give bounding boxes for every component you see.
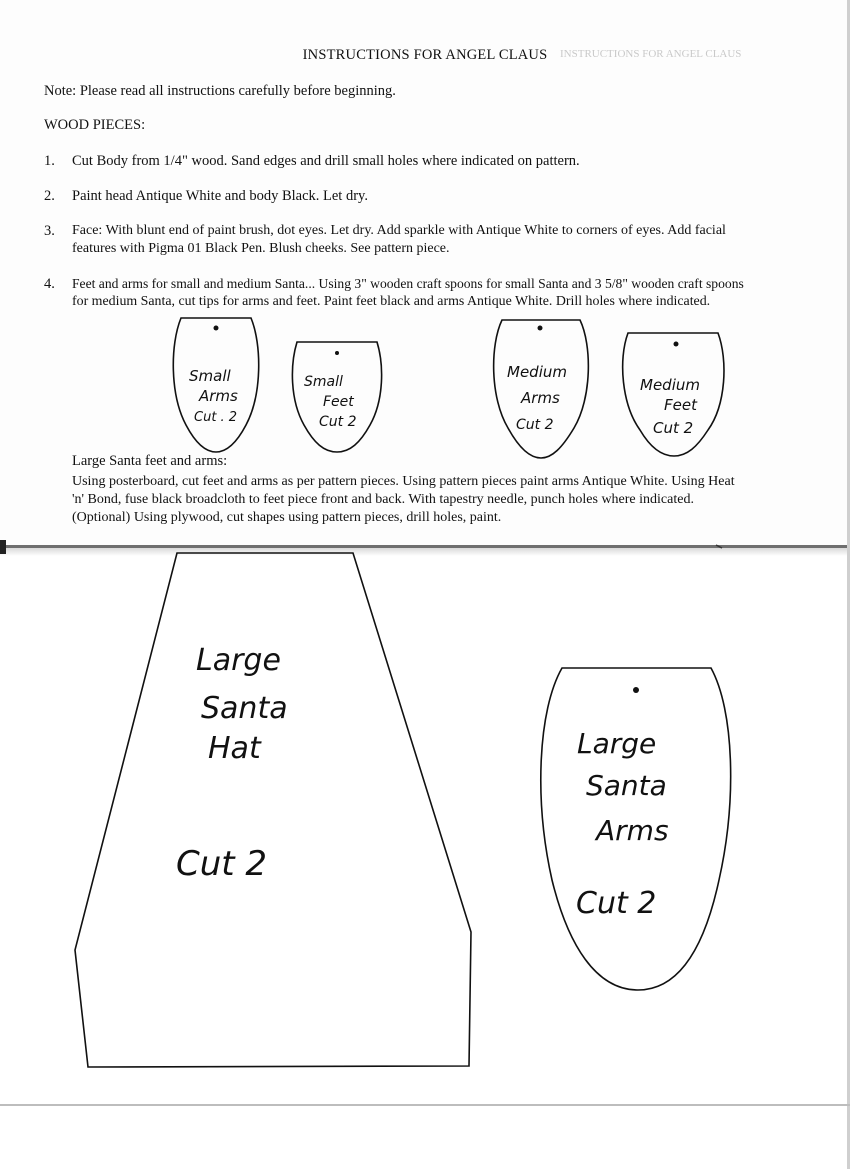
pencil-mark: [716, 545, 722, 548]
medium-arms-pattern: [494, 320, 589, 458]
pattern-label: Feet: [323, 394, 354, 410]
large-santa-arms-pattern: [541, 668, 731, 990]
pattern-label: Feet: [664, 396, 697, 414]
pattern-label: Santa: [586, 769, 667, 802]
pattern-cut-label: Cut 2: [176, 844, 268, 884]
large-santa-text: Using posterboard, cut feet and arms as per pattern pieces. Using pattern pieces paint arms Antique White. Using Heat: [72, 474, 735, 489]
step-text: Paint head Antique White and body Black. Let dry.: [72, 188, 368, 204]
pattern-label: Santa: [201, 691, 288, 726]
pattern-label: Medium: [640, 376, 700, 394]
pattern-cut-label: Cut 2: [576, 886, 657, 921]
small-arms-pattern: [173, 318, 258, 452]
page-title: INSTRUCTIONS FOR ANGEL CLAUS: [302, 47, 548, 63]
large-santa-heading: Large Santa feet and arms:: [72, 453, 228, 469]
pattern-label: Medium: [507, 363, 567, 381]
bleed-through-text: INSTRUCTIONS FOR ANGEL CLAUS: [560, 48, 742, 60]
step-number: 4.: [44, 276, 55, 292]
pattern-label: Cut 2: [516, 417, 554, 433]
step-text: Cut Body from 1/4" wood. Sand edges and drill small holes where indicated on pattern.: [72, 153, 580, 169]
pattern-label: Cut . 2: [194, 410, 238, 425]
step-number: 1.: [44, 153, 55, 169]
large-santa-text: 'n' Bond, fuse black broadcloth to feet piece front and back. With tapestry needle, punch holes where indicated.: [72, 492, 694, 507]
step-text: Face: With blunt end of paint brush, dot eyes. Let dry. Add sparkle with Antique White to corners of eyes. Add facial: [72, 223, 726, 238]
pattern-label: Cut 2: [319, 414, 357, 430]
pattern-label: Small: [304, 374, 343, 390]
step-text: Feet and arms for small and medium Santa... Using 3" wooden craft spoons for small Santa and 3 5/8" wooden craft spoons: [72, 276, 744, 291]
step-number: 3.: [44, 223, 55, 239]
small-feet-pattern: [292, 342, 381, 452]
pattern-label: Large: [577, 727, 657, 760]
section-heading: WOOD PIECES:: [44, 117, 146, 133]
step-text: for medium Santa, cut tips for arms and feet. Paint feet black and arms Antique White. Drill holes where indicated.: [72, 294, 711, 309]
pattern-label: Arms: [521, 389, 560, 407]
medium-feet-pattern: [623, 333, 724, 456]
pattern-label: Cut 2: [653, 419, 694, 437]
pattern-label: Small: [189, 367, 231, 385]
pattern-label: Arms: [199, 387, 238, 405]
pattern-label: Arms: [596, 814, 669, 847]
pattern-label: Hat: [208, 731, 261, 766]
large-santa-text: (Optional) Using plywood, cut shapes using pattern pieces, drill holes, paint.: [72, 510, 502, 525]
step-number: 2.: [44, 188, 55, 204]
large-santa-hat-pattern: [75, 553, 471, 1067]
note-text: Note: Please read all instructions carefully before beginning.: [44, 83, 396, 99]
pattern-label: Large: [196, 643, 281, 678]
step-text: features with Pigma 01 Black Pen. Blush cheeks. See pattern piece.: [72, 241, 450, 256]
